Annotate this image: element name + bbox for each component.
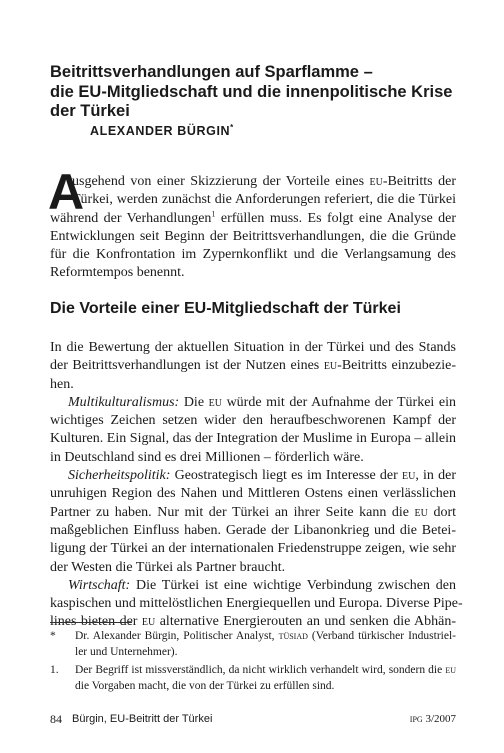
body-line: Kulturen. Ein Signal, das der Integration der Muslime in Europa – allein — [50, 431, 456, 447]
body-line: Partner zu haben. Nur mit der Türkei an ihrer Seite kann die eu dort — [50, 504, 456, 520]
article-title — [50, 63, 470, 122]
author-footnote-mark: * — [230, 122, 234, 132]
body-line: In die Bewertung der aktuellen Situation in der Türkei und des Stands — [50, 340, 456, 355]
issue-label: ipg 3/2007 — [409, 713, 456, 725]
title-line: die EU-Mitgliedschaft und die innenpolitische Krise — [50, 82, 453, 101]
page-number: 84 — [50, 712, 62, 726]
body-line: Wirtschaft: Die Türkei ist eine wichtige Verbindung zwischen den — [68, 577, 456, 593]
body-line: der Beitrittsverhandlungen ist der Nutzen eines eu-Beitritts einzubezie- — [50, 358, 456, 374]
body-line: unruhigen Region des Nahen und Mittleren Ostens einen verlässlichen — [50, 486, 456, 502]
term-multikulturalismus: Multikulturalismus: — [68, 394, 180, 410]
term-wirtschaft: Wirtschaft: — [68, 577, 131, 593]
body-line: hen. — [50, 376, 74, 392]
body-line: in Deutschland sind es drei Millionen – förderlich wäre. — [50, 449, 364, 465]
body-line: lines bieten der eu alternative Energierouten an und senken die Abhän- — [50, 614, 456, 630]
abstract-line: während der Verhandlungen$^1$ erfüllen muss. Es folgt eine Analyse der — [50, 208, 456, 226]
footnote-author — [50, 628, 456, 660]
abstract-line: Reformtempos benennt. — [50, 265, 185, 281]
footnote-1 — [50, 662, 456, 694]
running-head: Bürgin, EU-Beitritt der Türkei — [72, 713, 213, 725]
footnote-mark: * — [50, 630, 56, 642]
footnote-line: ler und Unternehmer). — [75, 646, 178, 658]
footnotes — [50, 628, 456, 694]
term-sicherheitspolitik: Sicherheitspolitik: — [68, 468, 171, 484]
footnote-mark: 1. — [50, 664, 59, 676]
body-line: ligung der Türkei an der internationalen Friedenstruppe zeigen, wie sehr — [50, 541, 456, 557]
page-footer — [50, 711, 456, 727]
body-line: maßgeblichen Einfluss haben. Gerade der Libanonkrieg und die Betei- — [50, 522, 456, 538]
title-line: der Türkei — [50, 102, 130, 120]
abstract — [48, 164, 456, 283]
body-text — [50, 339, 463, 632]
body-line: Multikulturalismus: Die eu würde mit der Aufnahme der Türkei ein — [68, 394, 456, 410]
body-line: der Westen die Türkei als Partner braucht. — [50, 559, 286, 575]
footnote-ref: 1 — [211, 208, 216, 218]
body-line: wichtiges Zeichen setzen wider den heraufbeschworenen Kampf der — [50, 413, 456, 429]
author-byline — [90, 124, 233, 138]
abstract-line: Türkei, werden zunächst die Anforderungen referiert, die die Türkei — [72, 192, 456, 208]
abstract-line: usgehend von einer Skizzierung der Vorteile eines eu-Beitritts der — [72, 174, 456, 189]
section-heading: Die Vorteile einer EU-Mitgliedschaft der Türkei — [50, 300, 401, 317]
abstract-line: Entwicklungen seit Beginn der Beitrittsverhandlungen, die die Gründe — [50, 228, 456, 244]
body-line: Sicherheitspolitik: Geostrategisch liegt es im Interesse der eu, in der — [68, 468, 457, 484]
abstract-line: für die Konfrontation im Zypernkonflikt und die Verlangsamung des — [50, 247, 456, 263]
author-name: ALEXANDER BÜRGIN — [90, 124, 231, 138]
footnote-divider — [50, 622, 132, 623]
footnote-line: die Vorgaben macht, die von der Türkei zu erfüllen sind. — [75, 680, 335, 692]
title-line: Beitrittsverhandlungen auf Sparflamme – — [50, 63, 373, 81]
footnote-line: Dr. Alexander Bürgin, Politischer Analyst, tüsiad (Verband türkischer Industriel- — [75, 630, 456, 642]
drop-cap: A — [48, 164, 85, 220]
footnote-line: Der Begriff ist missverständlich, da nicht wirklich verhandelt wird, sondern die eu — [75, 664, 456, 676]
body-line: kaspischen und mittelöstlichen Energiequellen und Europa. Diverse Pipe- — [50, 596, 463, 612]
